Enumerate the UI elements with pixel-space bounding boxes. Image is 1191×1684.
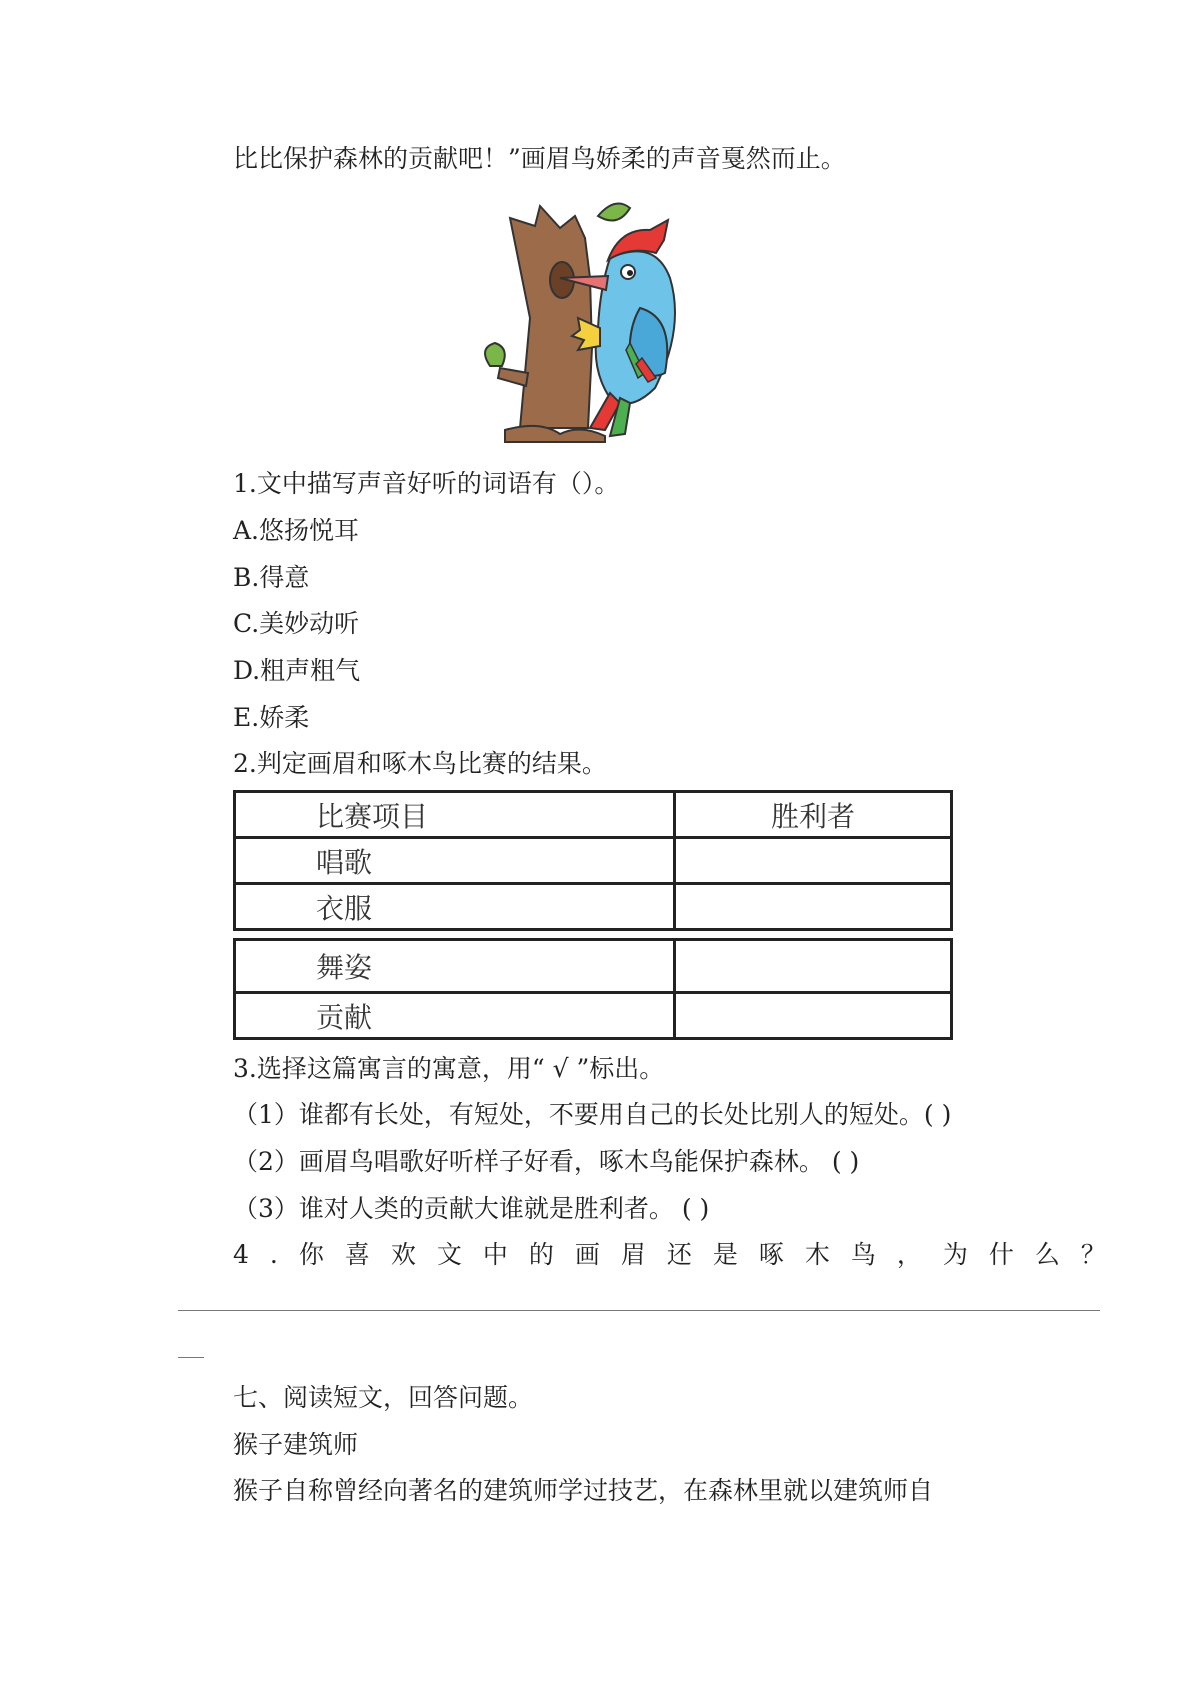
- leaf-bottom: [485, 343, 505, 366]
- q1-option-b: B.得意: [233, 563, 310, 592]
- winner-cell[interactable]: [675, 838, 952, 884]
- winner-cell[interactable]: [675, 993, 952, 1039]
- table-row: [235, 838, 952, 884]
- q1-option-a: A.悠扬悦耳: [233, 516, 360, 545]
- result-table-bottom: [233, 938, 953, 1040]
- q3-item-1: （1）谁都有长处，有短处，不要用自己的长处比别人的短处。( ): [233, 1100, 952, 1129]
- q1-option-c: C.美妙动听: [233, 609, 360, 638]
- event-cell: 衣服: [235, 884, 675, 930]
- q1-option-e: E.娇柔: [233, 703, 310, 732]
- section7-first-line: 猴子自称曾经向著名的建筑师学过技艺，在森林里就以建筑师自: [233, 1476, 934, 1505]
- winner-cell[interactable]: [675, 884, 952, 930]
- q1-prompt: 1.文中描写声音好听的词语有（）。: [233, 469, 620, 498]
- q1-option-d: D.粗声粗气: [233, 656, 361, 685]
- tree-trunk: [510, 206, 592, 428]
- header-event: 比赛项目: [235, 792, 675, 838]
- table-row: [235, 884, 952, 930]
- winner-cell[interactable]: [675, 940, 952, 993]
- q4-prompt: 4.你喜欢文中的画眉还是啄木鸟，为什么？: [233, 1240, 1127, 1269]
- section7-title: 猴子建筑师: [233, 1430, 359, 1459]
- header-winner: 胜利者: [675, 792, 952, 838]
- leaf-top: [598, 204, 630, 221]
- table-row: [235, 993, 952, 1039]
- answer-line-tail: [178, 1357, 204, 1358]
- table-row: [235, 940, 952, 993]
- answer-line[interactable]: [178, 1310, 1100, 1311]
- event-cell: 舞姿: [235, 940, 675, 993]
- q3-item-3: （3）谁对人类的贡献大谁就是胜利者。 ( ): [233, 1194, 710, 1223]
- table-header-row: [235, 792, 952, 838]
- q3-prompt: 3.选择这篇寓言的寓意，用“ √ ”标出。: [233, 1054, 665, 1083]
- woodpecker-on-tree-icon: [480, 198, 720, 446]
- q2-prompt: 2.判定画眉和啄木鸟比赛的结果。: [233, 749, 607, 778]
- tree-branch: [498, 368, 528, 386]
- q3-item-2: （2）画眉鸟唱歌好听样子好看，啄木鸟能保护森林。 ( ): [233, 1147, 860, 1176]
- event-cell: 贡献: [235, 993, 675, 1039]
- result-table: [233, 790, 953, 1052]
- section7-heading: 七、阅读短文，回答问题。: [233, 1383, 534, 1412]
- passage-tail: 比比保护森林的贡献吧！”画眉鸟娇柔的声音戛然而止。: [233, 144, 846, 173]
- result-table-top: [233, 790, 953, 931]
- event-cell: 唱歌: [235, 838, 675, 884]
